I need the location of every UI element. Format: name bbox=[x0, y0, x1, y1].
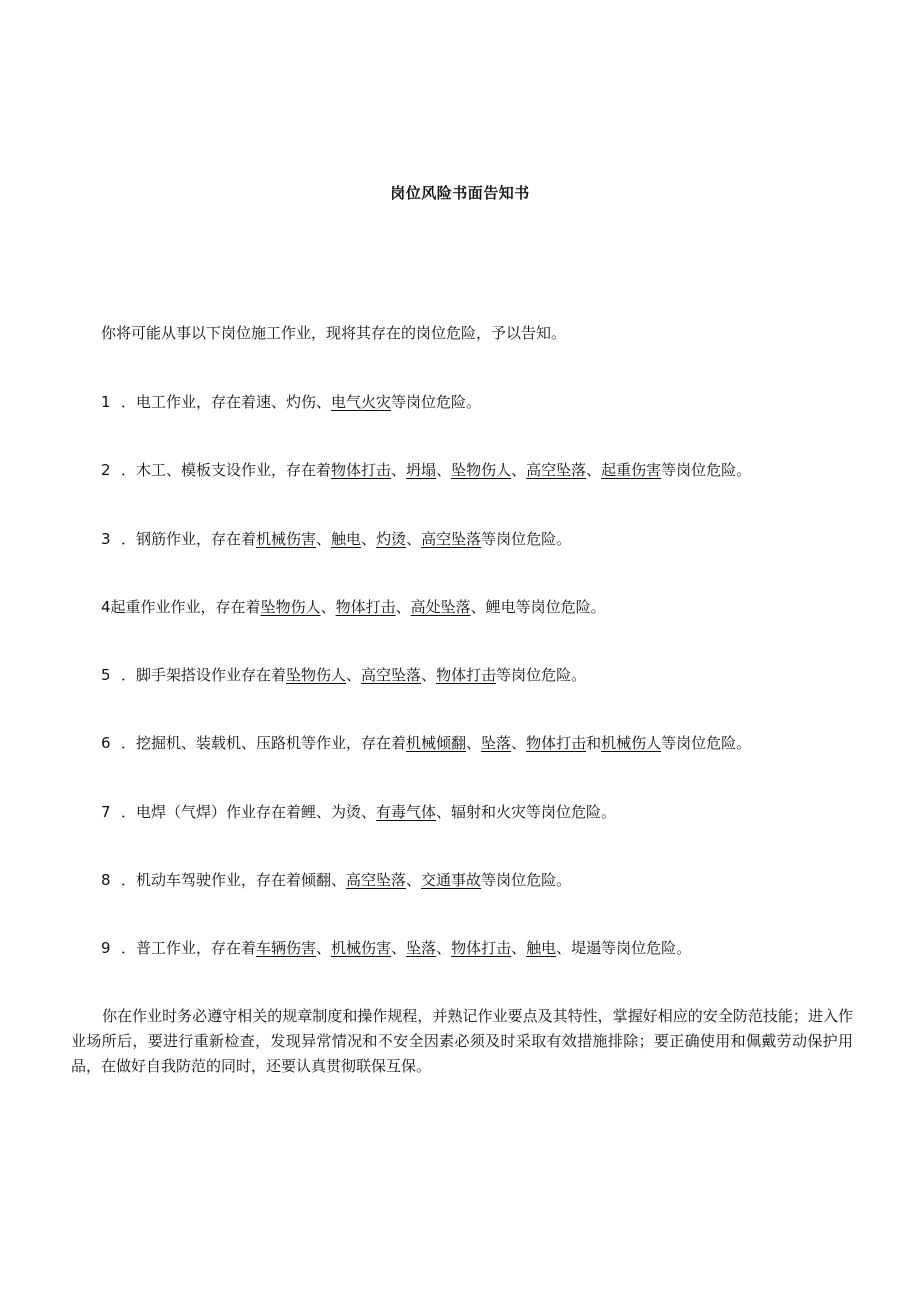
hazard-item-number: 1 bbox=[101, 393, 111, 411]
hazard-term: 触电 bbox=[526, 939, 557, 958]
hazard-item-text: ．电焊（气焊）作业存在着鲤、为烫、 bbox=[121, 802, 377, 821]
hazard-item-text: 、 bbox=[406, 529, 422, 548]
document-title: 岗位风险书面告知书 bbox=[390, 184, 530, 202]
hazard-term: 物体打击 bbox=[331, 461, 392, 480]
hazard-item-text: ．脚手架搭设作业存在着 bbox=[121, 666, 287, 685]
hazard-term: 坍塌 bbox=[406, 461, 437, 480]
closing-paragraph: 你在作业时务必遵守相关的规章制度和操作规程，并熟记作业要点及其特性，掌握好相应的安全防范技能；进入作业场所后，要进行重新检查，发现异常情况和不安全因素必须及时采取有效措施排除；要正确使用和佩戴劳动保护用品，在做好自我防范的同时，还要认真贯彻联保互保。 bbox=[71, 1007, 853, 1075]
hazard-item-text: ．挖掘机、装载机、压路机等作业，存在着 bbox=[121, 734, 407, 753]
hazard-item-text: 、 bbox=[436, 461, 452, 480]
hazard-item-text: 、 bbox=[466, 734, 482, 753]
hazard-item-text: 起重作业作业，存在着 bbox=[110, 597, 261, 616]
hazard-item-text: 等岗位危险。 bbox=[481, 871, 572, 890]
hazard-item-text: ．普工作业，存在着 bbox=[121, 939, 257, 958]
hazard-item-text: 、 bbox=[391, 461, 407, 480]
hazard-list bbox=[101, 391, 861, 1006]
hazard-term: 触电 bbox=[331, 529, 362, 548]
hazard-item bbox=[101, 732, 861, 800]
hazard-term: 高空坠落 bbox=[361, 666, 422, 685]
hazard-item-text: 、 bbox=[320, 597, 336, 616]
hazard-item-text: 、 bbox=[316, 529, 332, 548]
hazard-item-text: 等岗位危险。 bbox=[391, 393, 482, 411]
hazard-item bbox=[101, 528, 861, 596]
hazard-item-text: ．电工作业，存在着速、灼伤、 bbox=[121, 393, 332, 411]
hazard-item bbox=[101, 937, 861, 1005]
hazard-item-text: 、鲤电等岗位危险。 bbox=[470, 597, 606, 616]
hazard-term: 有毒气体 bbox=[376, 802, 437, 821]
hazard-term: 起重伤害 bbox=[601, 461, 662, 480]
hazard-item-number: 9 bbox=[101, 939, 111, 958]
hazard-item bbox=[101, 596, 861, 664]
hazard-item-text: 、 bbox=[511, 461, 527, 480]
hazard-item-number: 3 bbox=[101, 529, 111, 548]
hazard-item-text: 、 bbox=[346, 666, 362, 685]
hazard-term: 高空坠落 bbox=[526, 461, 587, 480]
hazard-item-text: 等岗位危险。 bbox=[661, 461, 752, 480]
hazard-item-text: 、辐射和火灾等岗位危险。 bbox=[436, 802, 617, 821]
hazard-item-text: ．机动车驾驶作业，存在着倾翻、 bbox=[121, 871, 347, 890]
hazard-term: 物体打击 bbox=[526, 734, 587, 753]
hazard-item bbox=[101, 869, 861, 937]
hazard-item-text: 、 bbox=[391, 939, 407, 958]
hazard-item-number: 4 bbox=[101, 597, 111, 616]
hazard-item bbox=[101, 801, 861, 869]
hazard-term: 高空坠落 bbox=[346, 871, 407, 890]
hazard-term: 坠物伤人 bbox=[451, 461, 512, 480]
hazard-term: 坠落 bbox=[481, 734, 512, 753]
hazard-term: 坠物伤人 bbox=[260, 597, 321, 616]
hazard-item-text: 、 bbox=[586, 461, 602, 480]
hazard-term: 坠物伤人 bbox=[286, 666, 347, 685]
hazard-item bbox=[101, 459, 861, 527]
hazard-item-text: ．钢筋作业，存在着 bbox=[121, 529, 257, 548]
hazard-item-text: 、 bbox=[436, 939, 452, 958]
hazard-term: 机械伤害 bbox=[331, 939, 392, 958]
hazard-term: 电气火灾 bbox=[331, 393, 392, 411]
hazard-item-text: 等岗位危险。 bbox=[481, 529, 572, 548]
hazard-item-text: 等岗位危险。 bbox=[661, 734, 752, 753]
hazard-item-text: 、 bbox=[361, 529, 377, 548]
hazard-term: 物体打击 bbox=[335, 597, 396, 616]
hazard-item-number: 2 bbox=[101, 461, 111, 480]
hazard-term: 坠落 bbox=[406, 939, 437, 958]
hazard-item-text: 、 bbox=[395, 597, 411, 616]
hazard-term: 车辆伤害 bbox=[256, 939, 317, 958]
hazard-item-number: 7 bbox=[101, 802, 111, 821]
hazard-term: 机械伤害 bbox=[256, 529, 317, 548]
hazard-item-text: ．木工、模板支设作业，存在着 bbox=[121, 461, 332, 480]
hazard-item-text: 、 bbox=[421, 666, 437, 685]
hazard-term: 灼烫 bbox=[376, 529, 407, 548]
hazard-item-number: 8 bbox=[101, 871, 111, 890]
hazard-term: 机械伤人 bbox=[601, 734, 662, 753]
hazard-item-number: 5 bbox=[101, 666, 111, 685]
hazard-item bbox=[101, 391, 861, 459]
intro-paragraph: 你将可能从事以下岗位施工作业，现将其存在的岗位危险，予以告知。 bbox=[101, 324, 567, 342]
hazard-term: 物体打击 bbox=[451, 939, 512, 958]
hazard-item bbox=[101, 664, 861, 732]
hazard-item-number: 6 bbox=[101, 734, 111, 753]
hazard-item-text: 、 bbox=[511, 939, 527, 958]
hazard-term: 物体打击 bbox=[436, 666, 497, 685]
hazard-item-text: 、 bbox=[316, 939, 332, 958]
hazard-term: 机械倾翻 bbox=[406, 734, 467, 753]
hazard-item-text: 、 bbox=[511, 734, 527, 753]
hazard-term: 高空坠落 bbox=[421, 529, 482, 548]
hazard-term: 高处坠落 bbox=[410, 597, 471, 616]
hazard-item-text: 、 bbox=[406, 871, 422, 890]
hazard-term: 交通事故 bbox=[421, 871, 482, 890]
hazard-item-text: 等岗位危险。 bbox=[496, 666, 587, 685]
hazard-item-text: 和 bbox=[586, 734, 602, 753]
hazard-item-text: 、堤遢等岗位危险。 bbox=[556, 939, 692, 958]
